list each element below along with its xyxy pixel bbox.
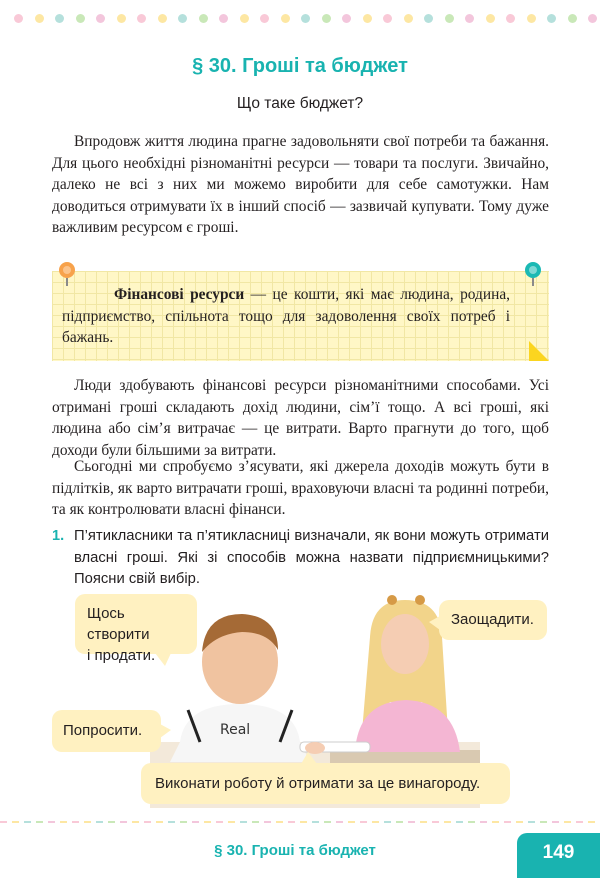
decorative-dot: [35, 14, 44, 23]
footer-dash: [336, 821, 343, 823]
decorative-dot: [588, 14, 597, 23]
decorative-dot: [281, 14, 290, 23]
footer-dash: [24, 821, 31, 823]
footer-dash: [240, 821, 247, 823]
footer-dash: [252, 821, 259, 823]
paragraph-goals: Сьогодні ми спробуємо з’ясувати, які джерела доходів можуть бути в підлітків, як варто витрачати гроші, враховуючи власні та родинні потреби, та як контролювати власні фінанси.: [52, 458, 549, 519]
decorative-dot: [240, 14, 249, 23]
definition-text: [62, 284, 510, 349]
page-fold-corner: [529, 341, 549, 361]
bubble-text-save: Заощадити.: [451, 611, 534, 628]
decorative-dot: [219, 14, 228, 23]
decorative-dot: [158, 14, 167, 23]
definition-body: — це кошти, які має людина, родина, підприємство, спільнота тощо для задоволення своїх потреб і бажань.: [62, 286, 510, 347]
footer-dash: [324, 821, 331, 823]
footer-dash: [84, 821, 91, 823]
definition-term: Фінансові ресурси: [114, 286, 245, 303]
footer-dash: [360, 821, 367, 823]
decorative-dot: [363, 14, 372, 23]
paragraph-intro: Впродовж життя людина прагне задовольняти свої потреби та бажання. Для цього необхідні різноманітні ресурси — товари та послуги. Звичайно, далеко не всі з них ми можемо виробити для себе самотужки. Нам доводиться отримувати їх в інший спосіб — зазвичай купувати. Тому дуже важливим ресурсом є гроші.: [52, 133, 549, 237]
footer-dash: [48, 821, 55, 823]
decorative-dot: [14, 14, 23, 23]
footer-dash: [372, 821, 379, 823]
footer-dash: [216, 821, 223, 823]
decorative-dot: [527, 14, 536, 23]
footer-dash: [420, 821, 427, 823]
decorative-dot: [547, 14, 556, 23]
footer-dash: [300, 821, 307, 823]
footer-dash: [384, 821, 391, 823]
footer-dash: [12, 821, 19, 823]
footer-dash: [72, 821, 79, 823]
footer-dash: [408, 821, 415, 823]
footer-dash: [96, 821, 103, 823]
bubble-text-create-sell-line2: і продати.: [87, 647, 156, 664]
decorative-dot: [55, 14, 64, 23]
footer-dash: [144, 821, 151, 823]
speech-bubble-work: [141, 763, 510, 804]
decorative-dot: [178, 14, 187, 23]
decorative-dots-row: [0, 14, 600, 28]
bubble-text-ask: Попросити.: [63, 722, 143, 739]
decorative-dot: [465, 14, 474, 23]
decorative-dot: [383, 14, 392, 23]
bubble-text-work: Виконати роботу й отримати за це винагороду.: [155, 775, 481, 792]
footer-dash: [192, 821, 199, 823]
decorative-dot: [137, 14, 146, 23]
footer-dash: [168, 821, 175, 823]
bubble-text-create-sell-line1: Щось створити: [87, 605, 150, 643]
section-subtitle: Що таке бюджет?: [236, 95, 364, 112]
footer-dash: [312, 821, 319, 823]
decorative-dot: [76, 14, 85, 23]
footer-dash: [204, 821, 211, 823]
footer-dash: [288, 821, 295, 823]
footer-title: § 30. Гроші та бюджет: [214, 842, 376, 859]
svg-text:Real: Real: [220, 722, 251, 738]
decorative-dot: [424, 14, 433, 23]
footer-dash: [492, 821, 499, 823]
footer-dash: [0, 821, 7, 823]
footer-dash: [264, 821, 271, 823]
speech-bubble-create-sell: [75, 594, 197, 664]
decorative-dot: [445, 14, 454, 23]
footer-dash: [432, 821, 439, 823]
footer-dash: [552, 821, 559, 823]
footer-dashed-line: [0, 821, 600, 825]
decorative-dot: [342, 14, 351, 23]
task-text: П’ятикласники та п’ятикласниці визначали, як вони можуть отримати власні гроші. Які зі способів можна назвати підприємницькими? Поясни свій вибір.: [74, 528, 549, 588]
pin-icon-right: [520, 261, 546, 287]
footer-dash: [120, 821, 127, 823]
footer-dash: [156, 821, 163, 823]
speech-bubble-save: [439, 600, 547, 640]
footer-dash: [528, 821, 535, 823]
footer-dash: [348, 821, 355, 823]
page-number: 149: [517, 833, 600, 878]
footer-dash: [504, 821, 511, 823]
footer-dash: [516, 821, 523, 823]
footer-dash: [576, 821, 583, 823]
footer-dash: [588, 821, 595, 823]
decorative-dot: [568, 14, 577, 23]
decorative-dot: [486, 14, 495, 23]
footer-dash: [36, 821, 43, 823]
decorative-dot: [117, 14, 126, 23]
paragraph-income: Люди здобувають фінансові ресурси різноманітними способами. Усі отримані гроші складають дохід людини, сім’ї тощо. А всі гроші, які людина або сім’я витрачає — це витрати. Варто прагнути до того, щоб доходи були більшими за витрати.: [52, 377, 549, 459]
decorative-dot: [506, 14, 515, 23]
task-number: 1.: [52, 528, 65, 544]
decorative-dot: [199, 14, 208, 23]
footer-dash: [444, 821, 451, 823]
footer-dash: [540, 821, 547, 823]
decorative-dot: [322, 14, 331, 23]
footer-dash: [456, 821, 463, 823]
footer-dash: [468, 821, 475, 823]
decorative-dot: [301, 14, 310, 23]
footer-dash: [564, 821, 571, 823]
footer-dash: [480, 821, 487, 823]
page-title: § 30. Гроші та бюджет: [192, 55, 408, 77]
footer-dash: [60, 821, 67, 823]
decorative-dot: [96, 14, 105, 23]
footer-dash: [396, 821, 403, 823]
footer-dash: [132, 821, 139, 823]
speech-bubble-ask: [52, 710, 161, 752]
footer-dash: [228, 821, 235, 823]
footer-dash: [180, 821, 187, 823]
footer-dash: [276, 821, 283, 823]
footer-dash: [108, 821, 115, 823]
decorative-dot: [260, 14, 269, 23]
decorative-dot: [404, 14, 413, 23]
